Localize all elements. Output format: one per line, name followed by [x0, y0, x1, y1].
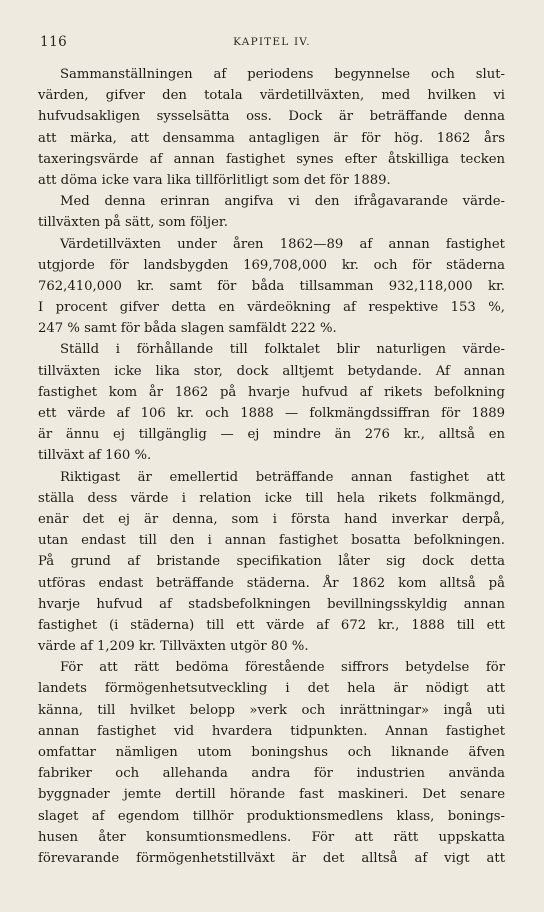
text-line: fastighet (i städerna) till ett värde af 672 kr., 1888 till ett: [38, 617, 505, 633]
text-line: känna, till hvilket belopp »verk och inrättningar» ingå uti: [38, 702, 505, 718]
text-line: ett värde af 106 kr. och 1888 — folkmängdssiffran för 1889: [38, 406, 505, 421]
text-line: att märka, att densamma antagligen är för hög. 1862 års: [38, 130, 505, 146]
text-line: fastighet kom år 1862 på hvarje hufvud af rikets befolkning: [38, 384, 505, 400]
text-line: att döma icke vara lika tillförlitligt som det för 1889.: [38, 172, 391, 188]
text-line: I procent gifver detta en värdeökning af respektive 153 %,: [38, 300, 505, 316]
page-number: 116: [40, 34, 68, 50]
text-line: byggnader jemte dertill hörande fast maskineri. Det senare: [38, 787, 505, 803]
text-line: utföras endast beträffande städerna. År 1862 kom alltså på: [38, 575, 505, 591]
text-line: annan fastighet vid hvardera tidpunkten. Annan fastighet: [38, 723, 505, 739]
text-line: taxeringsvärde af annan fastighet synes efter åtskilliga tecken: [38, 151, 505, 167]
text-line: På grund af bristande specifikation låter sig dock detta: [38, 554, 505, 570]
text-line: tillväxt af 160 %.: [38, 448, 152, 464]
text-line: 762,410,000 kr. samt för båda tillsamman 932,118,000 kr.: [38, 278, 505, 294]
text-line: Sammanställningen af periodens begynnelse och slut-: [60, 67, 505, 82]
text-line: fabriker och allehanda andra för industrien använda: [38, 766, 505, 782]
text-line: ställa dess värde i relation icke till hela rikets folkmängd,: [38, 490, 505, 506]
text-line: är ännu ej tillgänglig — ej mindre än 276 kr., alltså en: [38, 427, 505, 443]
text-line: värden, gifver den totala värdetillväxten, med hvilken vi: [38, 88, 505, 104]
text-line: utan endast till den i annan fastighet bosatta befolkningen.: [38, 533, 505, 549]
body-text: [38, 64, 505, 869]
text-line: tillväxten på sätt, som följer.: [38, 215, 228, 231]
text-line: enär det ej är denna, som i första hand inverkar derpå,: [38, 511, 505, 527]
running-head: KAPITEL IV.: [233, 36, 311, 48]
text-line: utgjorde för landsbygden 169,708,000 kr. och för städerna: [38, 257, 505, 273]
text-line: Ställd i förhållande till folktalet blir naturligen värde-: [60, 342, 505, 358]
text-line: Med denna erinran angifva vi den ifrågavarande värde-: [60, 194, 505, 210]
text-line: hvarje hufvud af stadsbefolkningen bevillningsskyldig annan: [38, 596, 505, 612]
text-line: hufvudsakligen sysselsätta oss. Dock är beträffande denna: [38, 109, 505, 125]
text-line: landets förmögenhetsutveckling i det hela är nödigt att: [38, 681, 505, 697]
text-line: slaget af egendom tillhör produktionsmedlens klass, bonings-: [38, 808, 505, 824]
text-line: värde af 1,209 kr. Tillväxten utgör 80 %.: [38, 639, 309, 655]
text-line: 247 % samt för båda slagen samfäldt 222 %.: [38, 321, 337, 337]
text-line: Värdetillväxten under åren 1862—89 af annan fastighet: [60, 236, 505, 252]
text-line: husen åter konsumtionsmedlens. För att rätt uppskatta: [38, 829, 505, 845]
text-line: omfattar nämligen utom boningshus och liknande äfven: [38, 745, 505, 760]
text-line: För att rätt bedöma förestående siffrors betydelse för: [60, 660, 505, 676]
text-line: Riktigast är emellertid beträffande annan fastighet att: [60, 469, 505, 485]
text-line: förevarande förmögenhetstillväxt är det alltså af vigt att: [38, 850, 505, 866]
page-header: [40, 34, 504, 54]
text-line: tillväxten icke lika stor, dock alltjemt betydande. Af annan: [38, 363, 505, 379]
